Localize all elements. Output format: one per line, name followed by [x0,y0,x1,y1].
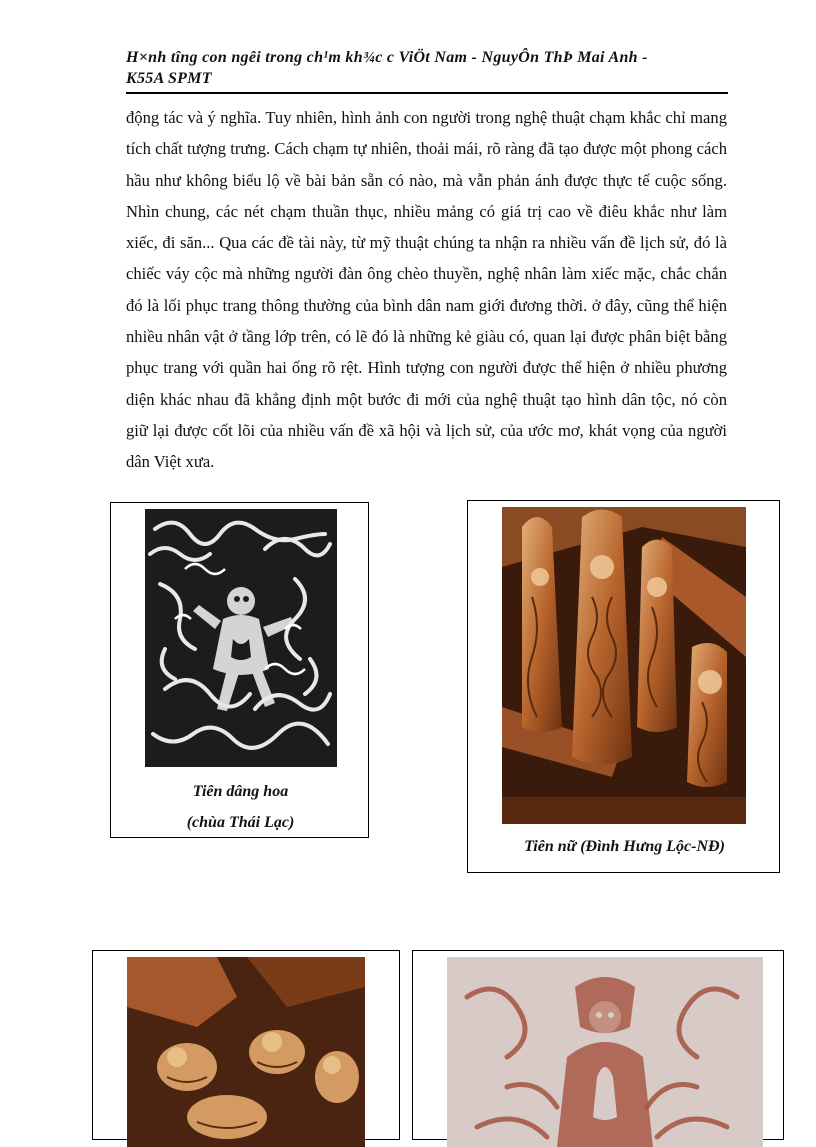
figure-bottom-left-image [127,957,365,1147]
caption-line1: Tiên dâng hoa [192,783,289,800]
caption-line2: (chùa Thái Lạc) [186,814,295,831]
figure-tien-dang-hoa-image [145,509,337,767]
figure-tien-dang-hoa-caption [111,776,370,838]
figure-tien-nu [467,500,780,873]
body-paragraph: động tác và ý nghĩa. Tuy nhiên, hình ảnh con người trong nghệ thuật chạm khắc chỉ mang tích chất tượng trưng. Cách chạm tự nhiên, thoải mái, rõ ràng đã tạo được một phong cách hầu như không biểu lộ về bài bản sẵn có nào, mà vẫn phản ánh được thực tế cuộc sống. Nhìn chung, các nét chạm thuần thục, nhiều mảng có giá trị cao về điêu khắc như làm xiếc, đi săn... Qua các đề tài này, từ mỹ thuật chúng ta nhận ra nhiều vấn đề lịch sử, đó là chiếc váy cộc mà những người đàn ông chèo thuyền, nghệ nhân làm xiếc mặc, chắc chắn đó là lối phục trang thông thường của bình dân nam giới đương thời. ở đây, cũng thể hiện nhiều nhân vật ở tầng lớp trên, có lẽ đó là những kẻ giàu có, quan lại được phân biệt bằng phục trang với quần hai ống rõ rệt. Hình tượng con người được thể hiện ở nhiều phương diện khác nhau đã khẳng định một bước đi mới của nghệ thuật tạo hình dân tộc, nó còn giữ lại được cốt lõi của nhiều vấn đề xã hội và lịch sử, của ước mơ, khát vọng của người dân Việt xưa. [126,108,727,472]
figure-bottom-left [92,950,400,1140]
figure-tien-dang-hoa [110,502,369,838]
figure-tien-nu-caption: Tiên nữ (Đình Hưng Lộc-NĐ) [524,838,725,855]
header-rule [126,92,728,94]
figure-bottom-right [412,950,784,1140]
header-title-line1: H×nh tîng con ngêi trong ch¹m kh¾c c ViÖt Nam - NguyÔn ThÞ Mai Anh - [126,49,648,66]
figure-bottom-right-image [447,957,763,1147]
figure-tien-nu-image [502,507,746,824]
header-title-line2: K55A SPMT [126,70,212,87]
